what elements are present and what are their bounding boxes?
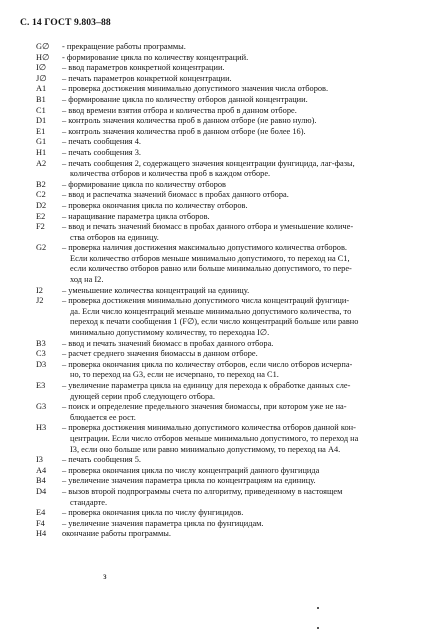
entry-line: – печать сообщения 3. xyxy=(62,147,141,157)
entry-code: E4 xyxy=(36,508,46,518)
entry-line: – проверка достижения минимально допустимого значения числа отборов. xyxy=(62,84,329,94)
entry-code: A4 xyxy=(36,465,47,475)
entry-description xyxy=(62,487,396,508)
definition-entry xyxy=(0,201,424,212)
entry-description xyxy=(62,180,396,191)
entry-description xyxy=(62,106,396,117)
definition-entry xyxy=(0,180,424,191)
entry-line: – проверка наличия достижения максимально допустимого количества отборов. xyxy=(62,243,347,253)
entry-description xyxy=(62,137,396,148)
entry-code: I2 xyxy=(36,285,43,295)
entry-code: B4 xyxy=(36,476,46,486)
entry-code: D2 xyxy=(36,200,47,210)
entry-code: H∅ xyxy=(36,52,50,62)
entry-line: – ввод и печать значений биомасс в пробах данного отбора и уменьшение количе- xyxy=(62,222,354,232)
definition-entry xyxy=(0,53,424,64)
entry-code: E1 xyxy=(36,126,46,136)
definition-entry xyxy=(0,402,424,423)
entry-description xyxy=(62,42,396,53)
definition-entry xyxy=(0,190,424,201)
scan-speck xyxy=(317,607,319,609)
entry-line: переход к печати сообщения 1 (F∅), если число концентраций больше или равно xyxy=(70,317,359,327)
definition-entry xyxy=(0,360,424,381)
entry-description xyxy=(62,508,396,519)
entry-code: I∅ xyxy=(36,63,47,73)
entry-description xyxy=(62,212,396,223)
entry-line: ход на I2. xyxy=(70,275,104,285)
entry-description xyxy=(62,339,396,350)
entry-description xyxy=(62,127,396,138)
entry-code: B2 xyxy=(36,179,46,189)
definition-entry xyxy=(0,423,424,455)
entry-line: если количество отборов равно или больше минимально допустимого, то пере- xyxy=(70,264,352,274)
entry-description xyxy=(62,148,396,159)
entry-line: – увеличение значения параметра цикла по концентрациям на единицу. xyxy=(62,476,316,486)
entry-code: E2 xyxy=(36,211,46,221)
entry-description xyxy=(62,349,396,360)
scan-speck xyxy=(317,627,319,629)
entry-code: I3 xyxy=(36,455,43,465)
entry-code: H1 xyxy=(36,147,47,157)
entry-code: G∅ xyxy=(36,42,50,51)
entry-description xyxy=(62,381,396,402)
definition-entry xyxy=(0,42,424,53)
entry-line: – ввод и распечатка значений биомасс в пробах данного отбора. xyxy=(62,190,289,200)
definition-entry xyxy=(0,466,424,477)
entry-line: – ввод параметров конкретной концентрации. xyxy=(62,63,225,73)
entry-code: G1 xyxy=(36,137,47,147)
definition-entry xyxy=(0,116,424,127)
entry-line: - формирование цикла по количеству концентраций. xyxy=(62,52,249,62)
entry-line: минимально допустимому количеству, то переходна I∅. xyxy=(70,328,270,338)
entry-line: – печать сообщения 5. xyxy=(62,455,141,465)
entry-code: C2 xyxy=(36,190,46,200)
definition-entry xyxy=(0,212,424,223)
entry-code: F2 xyxy=(36,222,45,232)
definition-entry xyxy=(0,508,424,519)
definition-entry xyxy=(0,286,424,297)
definition-entry xyxy=(0,339,424,350)
entry-code: A1 xyxy=(36,84,47,94)
entry-line: – увеличение значения параметра цикла по фунгицидам. xyxy=(62,518,264,528)
entry-line: – контроль значения количества проб в данном отборе (не более 16). xyxy=(62,126,306,136)
entry-line: – печать сообщения 2, содержащего значения концентрации фунгицида, лаг-фазы, xyxy=(62,158,355,168)
entry-line: – формирование цикла по количеству отборов данной концентрации. xyxy=(62,94,308,104)
definition-entry xyxy=(0,381,424,402)
definition-entry xyxy=(0,455,424,466)
entry-description xyxy=(62,222,396,243)
entry-code: G2 xyxy=(36,243,47,253)
entry-code: D1 xyxy=(36,116,47,126)
entry-line: – проверка окончания цикла по числу концентраций данного фунгицида xyxy=(62,465,320,475)
entry-line: – ввод и печать значений биомасс в пробах данного отбора. xyxy=(62,338,274,348)
entry-description xyxy=(62,529,396,540)
definition-entry xyxy=(0,95,424,106)
entry-description xyxy=(62,63,396,74)
entry-description xyxy=(62,95,396,106)
entry-description xyxy=(62,296,396,338)
entry-description xyxy=(62,53,396,64)
definition-entry xyxy=(0,137,424,148)
definition-entry xyxy=(0,63,424,74)
entry-description xyxy=(62,74,396,85)
definition-entry xyxy=(0,487,424,508)
definition-entry xyxy=(0,84,424,95)
definition-entry xyxy=(0,296,424,338)
entry-description xyxy=(62,423,396,455)
entry-line: – ввод времени взятия отбора и количества проб в данном отборе. xyxy=(62,105,297,115)
entry-description xyxy=(62,190,396,201)
entry-line: – увеличение параметра цикла на единицу для переходa к обработке данных сле- xyxy=(62,381,351,390)
entry-description xyxy=(62,360,396,381)
entry-code: J2 xyxy=(36,296,44,306)
entry-line: стандарте. xyxy=(70,497,108,507)
entry-description xyxy=(62,159,396,180)
definition-entry xyxy=(0,529,424,540)
entry-line: I3, если оно больше или равно минимально допустимому, то переход на А4. xyxy=(70,444,341,454)
entry-code: B3 xyxy=(36,338,46,348)
definition-entry xyxy=(0,222,424,243)
entry-line: – печать параметров конкретной концентрации. xyxy=(62,73,232,83)
entry-description xyxy=(62,476,396,487)
entry-code: E3 xyxy=(36,381,46,390)
entry-description xyxy=(62,84,396,95)
definition-entry xyxy=(0,243,424,285)
page-header: С. 14 ГОСТ 9.803–88 xyxy=(20,17,111,28)
entry-line: – наращивание параметра цикла отборов. xyxy=(62,211,210,221)
entry-code: J∅ xyxy=(36,73,47,83)
entry-description xyxy=(62,201,396,212)
entry-line: да. Если число концентраций меньше минимально допустимого количества, то xyxy=(70,306,352,316)
entry-line: – формирование цикла по количеству отборов xyxy=(62,179,226,189)
entry-line: – расчет среднего значения биомассы в данном отборе. xyxy=(62,349,258,359)
footnote-mark: з xyxy=(103,571,107,581)
definition-entry xyxy=(0,349,424,360)
entry-line: но, то переход на G3, если не исчерпано, то переход на С1. xyxy=(70,370,279,380)
definition-list xyxy=(0,42,424,540)
entry-description xyxy=(62,455,396,466)
definition-entry xyxy=(0,148,424,159)
entry-code: C1 xyxy=(36,105,46,115)
definition-entry xyxy=(0,476,424,487)
entry-line: окончание работы программы. xyxy=(62,529,171,539)
entry-description xyxy=(62,402,396,423)
entry-line: дующей серии проб следующего отбора. xyxy=(70,391,215,401)
entry-description xyxy=(62,519,396,530)
entry-line: – проверка достижения минимально допустимого количества отборов данной кон- xyxy=(62,423,356,433)
entry-line: – вызов второй подпрограммы счета по алгоритму, приведенному в настоящем xyxy=(62,486,343,496)
definition-entry xyxy=(0,519,424,530)
entry-code: H4 xyxy=(36,529,47,539)
entry-line: количества отборов и количества проб в каждом отборе. xyxy=(70,169,271,179)
entry-code: B1 xyxy=(36,94,46,104)
definition-entry xyxy=(0,159,424,180)
entry-description xyxy=(62,466,396,477)
entry-description xyxy=(62,286,396,297)
entry-line: ства отборов на единицу. xyxy=(70,232,159,242)
entry-code: H3 xyxy=(36,423,47,433)
definition-entry xyxy=(0,74,424,85)
entry-line: – проверка окончания цикла по количеству отборов. xyxy=(62,200,248,210)
entry-line: – контроль значения количества проб в данном отборе (не равно нулю). xyxy=(62,116,317,126)
entry-line: Если количество отборов меньше минимально допустимого, то переход на С1, xyxy=(70,253,350,263)
entry-line: блюдается ее рост. xyxy=(70,412,136,422)
entry-code: D4 xyxy=(36,486,47,496)
entry-line: – проверка окончания цикла по числу фунгицидов. xyxy=(62,508,244,518)
entry-line: – проверка окончания цикла по количеству отборов, если число отборов исчерпа- xyxy=(62,359,353,369)
entry-code: G3 xyxy=(36,402,47,412)
definition-entry xyxy=(0,106,424,117)
entry-line: – проверка достижения минимально допустимого числа концентраций фунгици- xyxy=(62,296,350,306)
entry-line: – печать сообщения 4. xyxy=(62,137,141,147)
entry-code: F4 xyxy=(36,518,45,528)
entry-description xyxy=(62,243,396,285)
definition-entry xyxy=(0,127,424,138)
entry-line: - прекращение работы программы. xyxy=(62,42,186,51)
entry-code: D3 xyxy=(36,359,47,369)
entry-line: – уменьшение количества концентраций на единицу. xyxy=(62,285,250,295)
entry-code: A2 xyxy=(36,158,47,168)
entry-line: – поиск и определение предельного значения биомассы, при котором уже не на- xyxy=(62,402,347,412)
entry-description xyxy=(62,116,396,127)
entry-code: C3 xyxy=(36,349,46,359)
entry-line: центрации. Если число отборов меньше минимально допустимого, то переход на xyxy=(70,433,359,443)
